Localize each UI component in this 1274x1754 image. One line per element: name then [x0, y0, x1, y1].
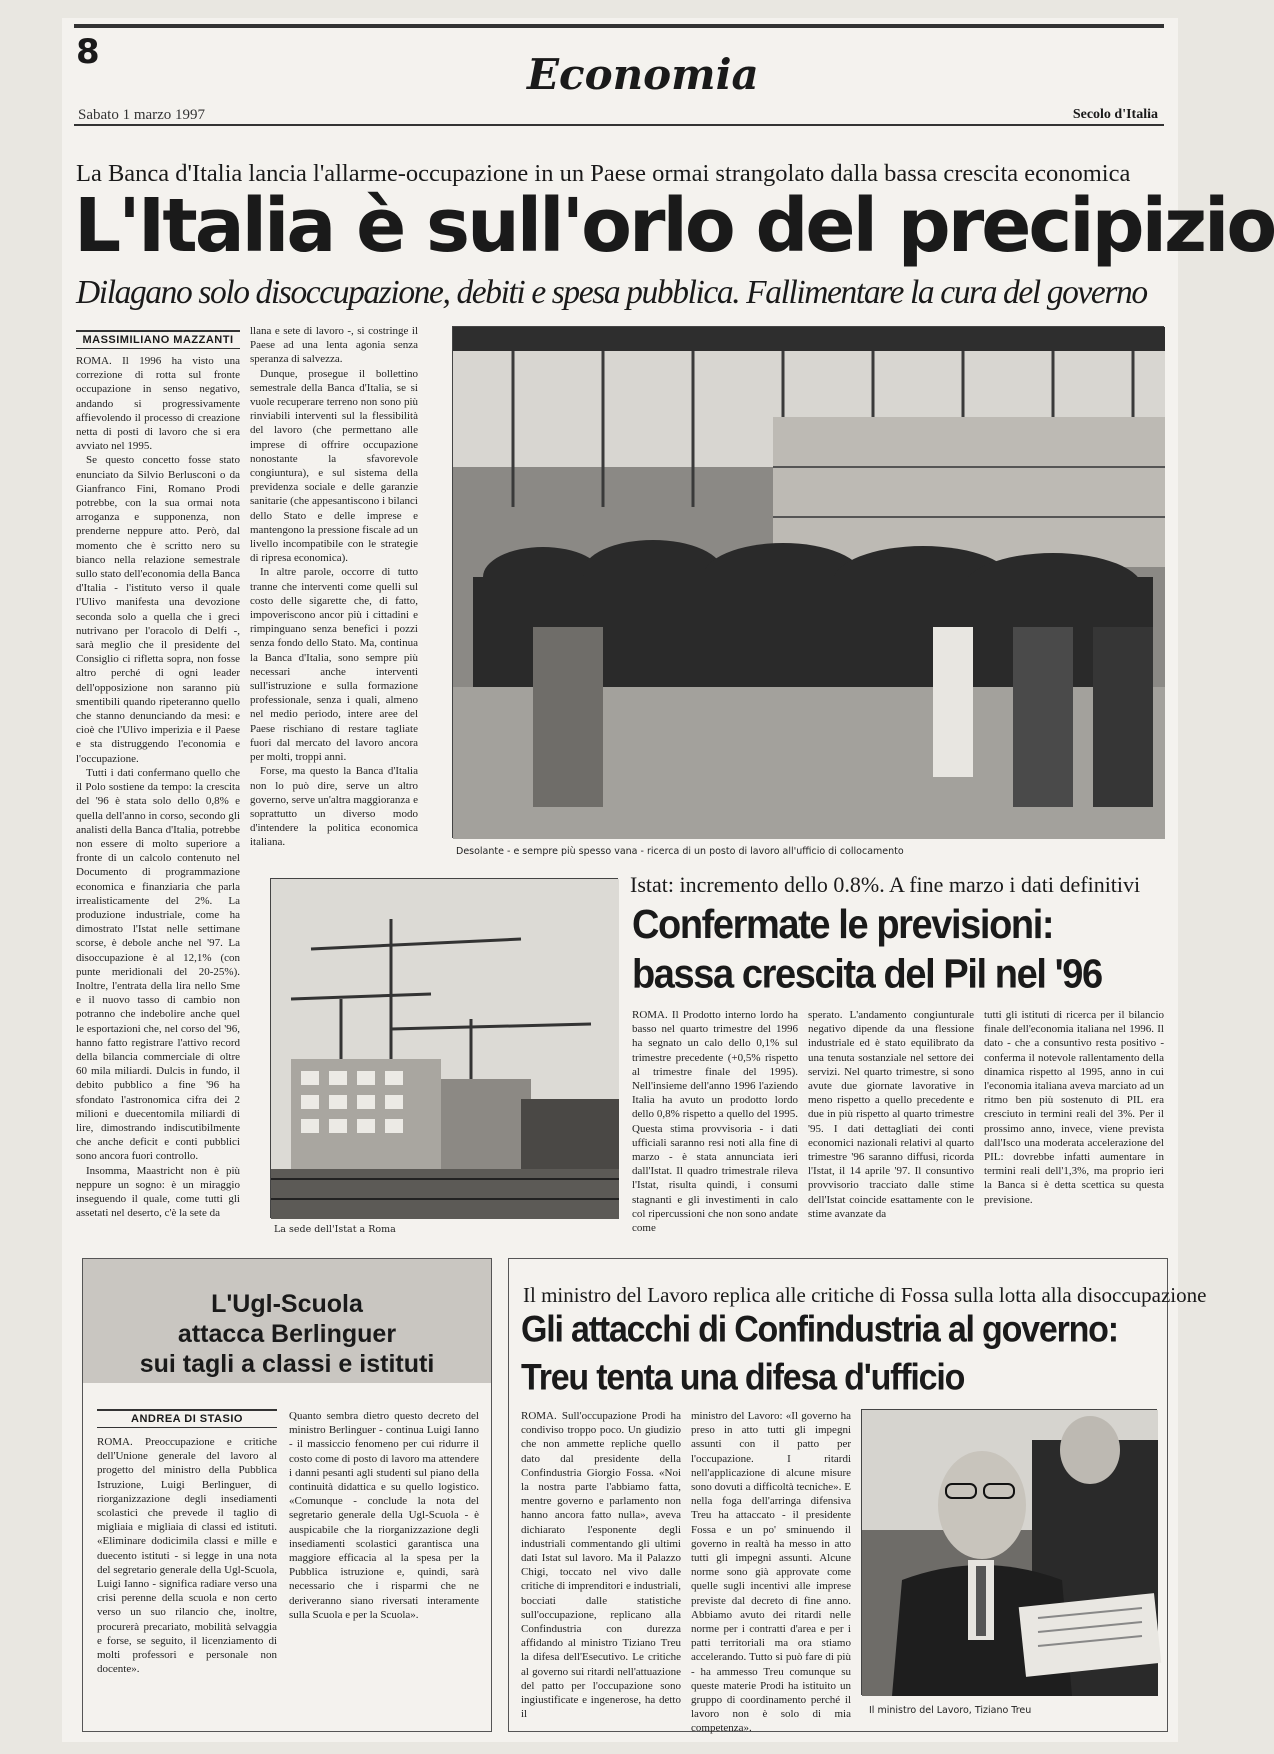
- main-article-col1: [76, 354, 240, 1220]
- main-col1-p3: Tutti i dati confermano quello che il Polo sostiene da tempo: la crescita del '96 è stata solo dello 0,8% e quella dell'anno in corso, secondo gli analisti della Banca d'Italia, potrebbe non essere di molto superiore a fronte di un calcolo contenuto nel Documento di programmazione economica e finanziaria che parla irrealisticamente del 2%. La produzione industriale, come ha dimostrato l'Istat nelle settimane scorse, è debole anche nel '97. La disoccupazione è al 12,1% (con punte meridionali del 20-25%). Inoltre, l'entrata della lira nello Sme e il nuovo tasso di cambio non potranno che indebolire anche quel le esportazioni che, nel corso del '96, hanno fatto registrare l'attivo record della bilancia commerciale di oltre 60 mila miliardi. Dulcis in fundo, il debito pubblico a fine '96 ha sfondato l'astronomica cifra dei 2 milioni e duecentomila miliardi di lire, dimostrando indiscutibilmente che anche deficit e conti pubblici sono ancora fuori controllo.: [76, 766, 240, 1163]
- istat-col2: [808, 1008, 974, 1244]
- treu-kicker: Il ministro del Lavoro replica alle critiche di Fossa sulla lotta alla disoccupazione: [523, 1283, 1207, 1307]
- main-article-col2: [250, 324, 418, 858]
- ugl-headline: [89, 1289, 485, 1379]
- crowd-photo-image: [453, 327, 1165, 839]
- ugl-headline-line2: attacca Berlinguer: [177, 1320, 397, 1348]
- main-col2-p1: llana e sete di lavoro -, si costringe il Paese ad una lenta agonia senza speranza di salvezza.: [250, 325, 418, 366]
- crowd-photo-caption: Desolante - e sempre più spesso vana - ricerca di un posto di lavoro all'ufficio di collocamento: [456, 846, 904, 857]
- istat-kicker: Istat: incremento dello 0.8%. A fine marzo i dati definitivi: [630, 872, 1141, 897]
- newspaper-page: [62, 18, 1274, 1742]
- date-line: [74, 106, 1164, 126]
- treu-col1: [521, 1409, 681, 1725]
- newspaper-name: Secolo d'Italia: [1072, 107, 1158, 122]
- main-kicker: La Banca d'Italia lancia l'allarme-occupazione in un Paese ormai strangolato dalla bassa crescita economica: [76, 160, 1131, 187]
- main-headline: L'Italia è sull'orlo del precipizio: [74, 183, 1274, 269]
- treu-story-box: [508, 1258, 1207, 1735]
- main-col1-p2: Se questo concetto fosse stato enunciato da Silvio Berlusconi o da Gianfranco Fini, Romano Prodi potrebbe, con la sua ormai nota arroganza e supponenza, non prenderne neppure atto. Però, dal momento che è scritto nero su bianco nella relazione semestrale sullo stato dell'economia della Banca d'Italia - l'istituto verso il quale l'Ulivo manifesta una devozione seconda solo a quella che i greci nutrivano per l'oracolo di Delfi -, sarà meglio che il presidente del Consiglio ci rifletta sopra, non fosse altro perché di ogni leader dell'opposizione non saranno più smentibili quando ripeteranno quello che stanno denunciando da mesi: e cioè che l'Ulivo imperizia e il Paese e sta distruggendo l'economia e l'occupazione.: [76, 454, 240, 765]
- treu-photo: [861, 1409, 1157, 1695]
- istat-building-photo: [270, 878, 618, 1218]
- istat-headline-line2: bassa crescita del Pil nel '96: [632, 951, 1102, 998]
- treu-headline-line2: Treu tenta una difesa d'ufficio: [521, 1356, 965, 1399]
- treu-headline-line1: Gli attacchi di Confindustria al governo:: [521, 1308, 1118, 1351]
- treu-col2-text: ministro del Lavoro: «Il governo ha preso in atto tutti gli impegni assunti con il patto per l'occupazione. I ritardi nell'applicazione di alcune misure sono dovuti a difficoltà tecniche». E nella foga dell'arringa difensiva Treu ha attaccato - il presidente Fossa e un po' sminuendo il governo in realtà ha messo in atto tutti gli impegni assunti. Alcune norme sono già approvate come quelle sugli incentivi alle imprese previste dal decreto di fine anno. Abbiamo avuto dei ritardi nelle norme per i contratti d'area e per i patti territoriali ma ora stiamo accelerando. Tutto si può fare di più - ha ammesso Treu comunque su queste materie Prodi ha istituito un gruppo di coordinamento perché il lavoro non è solo di mia competenza».: [691, 1410, 851, 1735]
- section-title: Economia: [527, 50, 759, 99]
- top-rule: [74, 24, 1164, 28]
- ugl-byline: ANDREA DI STASIO: [97, 1409, 277, 1428]
- istat-col3: [984, 1008, 1164, 1244]
- ugl-scuola-box: [82, 1258, 492, 1732]
- minister-portrait-image: [862, 1410, 1158, 1696]
- main-byline: MASSIMILIANO MAZZANTI: [76, 330, 240, 349]
- main-col2-p2: Dunque, prosegue il bollettino semestrale della Banca d'Italia, se si vuole recuperare terreno non sono più rinviabili interventi sul la flessibilità del lavoro (che permettano alle imprese di offrire occupazione nonostante la sfavorevole congiuntura), e sul sistema della previdenza sociale e delle garanzie sanitarie (che appesantiscono i bilanci dello Stato e delle imprese e mantengono la pressione fiscale ad un livello incompatibile con le strategie di ripresa economica).: [250, 367, 418, 565]
- istat-col1-text: ROMA. Il Prodotto interno lordo ha basso nel quarto trimestre del 1996 ha segnato un calo dello 0,1% sul trimestre precedente (+0,5% rispetto al trimestre finale del 1995). Nell'insieme dell'anno 1996 l'aziendo Italia ha avuto un prodotto lordo dello 0,8% rispetto a quello del 1995. Questa stima provvisoria - i dati ufficiali saranno resi noti alla fine di marzo - è stata annunciata ieri dall'Istat. Il quadro trimestrale rileva l'Istat, risulta quindi, i consumi stagnanti e gli investimenti in calo col ripercussioni che non sono andate come: [632, 1009, 798, 1235]
- istat-col3-text: tutti gli istituti di ricerca per il bilancio finale dell'economia italiana nel 1996. Il dato - che a consuntivo resta positivo - conferma il notevole rallentamento della dinamica rispetto al 1995, anno in cui l'economia italiana aveva marciato ad un ritmo ben più sostenuto di PIL era cresciuto in termini reali del 3%. Per il prossimo anno, invece, viene prevista dall'Isco una moderata accelerazione del PIL: dovrebbe infatti aumentare in termini reali dell'1,3%, ma proprio ieri la Banca si è detta scettica su questa previsione.: [984, 1009, 1164, 1206]
- ugl-headline-line3: sui tagli a classi e istituti: [139, 1350, 435, 1378]
- main-col1-p1: ROMA. Il 1996 ha visto una correzione di rotta sul fronte occupazione in senso negativo, andando si progressivamente affievolendo il processo di creazione netta di posti di lavoro che si era avviato nel 1995.: [76, 355, 240, 453]
- main-subhead: Dilagano solo disoccupazione, debiti e spesa pubblica. Fallimentare la cura del governo: [76, 274, 1147, 311]
- issue-date: Sabato 1 marzo 1997: [78, 107, 206, 123]
- page-number: 8: [76, 32, 100, 72]
- ugl-col2: [289, 1409, 479, 1725]
- istat-col1: [632, 1008, 798, 1244]
- istat-headline-line1: Confermate le previsioni:: [632, 902, 1054, 948]
- main-byline-wrap: [76, 330, 240, 349]
- treu-col2: [691, 1409, 851, 1735]
- ugl-headline-line1: L'Ugl-Scuola: [211, 1290, 363, 1318]
- main-col1-p4: Insomma, Maastricht non è più neppure un sogno: è un miraggio inseguendo il quale, come tutti gli assetati nel deserto, c'è la sete da: [76, 1164, 240, 1220]
- treu-col1-text: ROMA. Sull'occupazione Prodi ha condiviso troppo poco. Un giudizio che non ammette repliche quello dato dal presidente della Confindustria Giorgio Fossa. «Noi la nostra parte l'abbiamo fatta, mentre governo e parlamento non hanno ancora fatto nulla», aveva dichiarato l'esponente degli industriali commentando gli ultimi dati Istat sul lavoro. Ma il Palazzo Chigi, toccato nel vivo dalle critiche di imprenditori e industriali, bocciati dalle statistiche sull'occupazione, replicano alla Confindustria con durezza affidando al ministro Tiziano Treu la difesa dell'Esecutivo. Le critiche al governo sui ritardi nell'attuazione del patto per l'occupazione sono ingiustificate e ingenerose, ha detto il: [521, 1410, 681, 1721]
- main-col2-p4: Forse, ma questo la Banca d'Italia non lo può dire, serve un altro governo, serve un'altra maggioranza e soprattutto un diverso modo d'intendere la politica economica italiana.: [250, 765, 418, 849]
- treu-headline: [521, 1305, 1161, 1402]
- unemployment-office-photo: [452, 326, 1164, 838]
- treu-photo-caption: Il ministro del Lavoro, Tiziano Treu: [869, 1705, 1032, 1716]
- ugl-col1: [97, 1435, 277, 1725]
- main-col2-p3: In altre parole, occorre di tutto tranne che interventi come quelli sul costo delle sigarette che, di fatto, impoveriscono ancor più i cittadini e rimpinguano senza benefici i pozzi senza fondo dello Stato. Ma, continua la Banca d'Italia, sono sempre più necessari anche interventi sull'istruzione e sulla formazione professionale, senza i quali, almeno nel medio periodo, intere aree del Paese rischiano di restare tagliate fuori dal mercato del lavoro ancora per molti, troppi anni.: [250, 566, 418, 764]
- istat-col2-text: sperato. L'andamento congiunturale negativo dipende da una flessione industriale ed è stato equilibrato da una tenuta sostanziale nel settore dei servizi. Nel quarto trimestre, si sono avute due giornate lavorative in meno rispetto a quello precedente e due in più rispetto al quarto trimestre '95. I dati dettagliati dei conti economici nazionali relativi al quarto trimestre '96 saranno diffusi, ricorda l'Istat, il 14 aprile '97. Il consuntivo provvisorio tracciato dalle stime dell'Istat coincide esattamente con le stime avanzate da: [808, 1009, 974, 1220]
- ugl-col1-text: ROMA. Preoccupazione e critiche dell'Unione generale del lavoro al progetto del ministro della Pubblica Istruzione, Luigi Berlinguer, di riorganizzazione degli insediamenti scolastici che prevede il taglio di migliaia e migliaia di classi ed istituti. «Eliminare dodicimila classi e mille e duecento istituti - si legge in una nota del segretario generale della Ugl-Scuola, Luigi Ianno - significa radiare verso una crisi perenne della scuola e non certo verso un suo rilancio che, inoltre, procurerà precariato, mobilità selvaggia e forse, se seguito, il licenziamento di molti professori e personale non docente».: [97, 1436, 277, 1676]
- istat-photo-caption: La sede dell'Istat a Roma: [274, 1224, 396, 1235]
- ugl-byline-wrap: [97, 1409, 277, 1428]
- cranes-photo-image: [271, 879, 619, 1219]
- ugl-col2-text: Quanto sembra dietro questo decreto del ministro Berlinguer - continua Luigi Ianno - il massiccio fenomeno per cui ridurre il costo come di posto di lavoro ma attendere i danni pesanti agli studenti sul piano della continuità didattica e su quello logistico. «Comunque - conclude la nota del segretario generale della Ugl-Scuola - è auspicabile che la riorganizzazione degli insediamenti scolastici garantisca una maggiore efficacia al la spesa per la Pubblica istruzione e, quindi, sarà necessario che i risparmi che ne deriveranno siano riversati interamente sulla Scuola e per la Scuola».: [289, 1410, 479, 1621]
- istat-headline: [632, 900, 1172, 999]
